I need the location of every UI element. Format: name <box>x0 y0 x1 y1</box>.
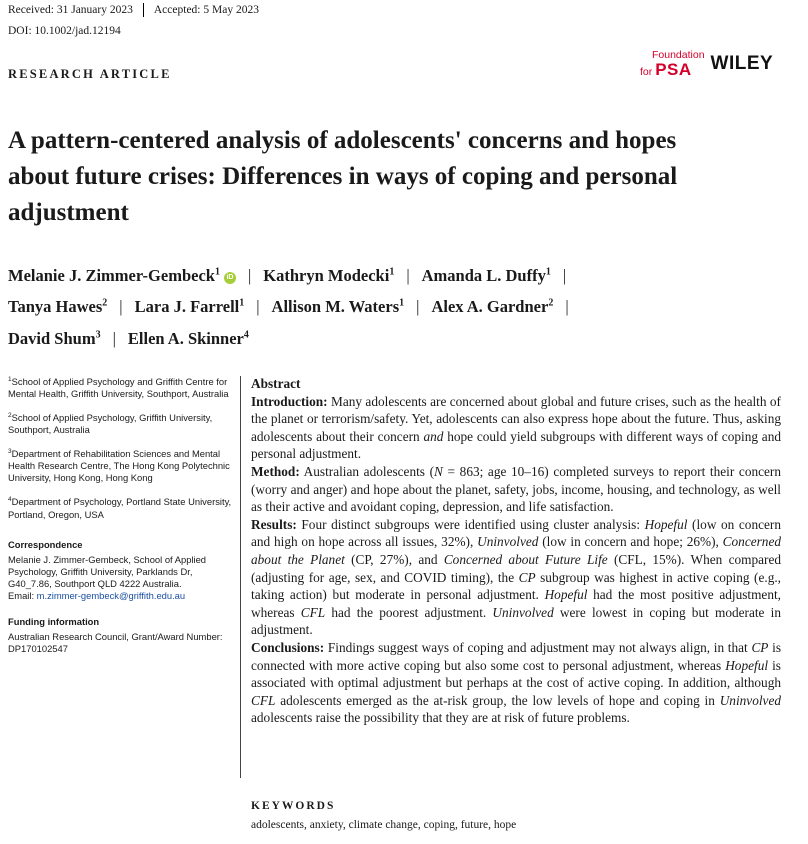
author[interactable]: Kathryn Modecki$^1$ <box>263 265 395 285</box>
accepted-date: Accepted: 5 May 2023 <box>153 4 259 16</box>
date-divider <box>143 3 144 17</box>
affiliation: $^4$Department of Psychology, Portland State University, Portland, Oregon, USA <box>8 496 232 520</box>
foundation-psa-logo: Foundation for PSA <box>640 49 705 79</box>
author[interactable]: Amanda L. Duffy$^1$ <box>421 265 551 285</box>
author[interactable]: Melanie J. Zimmer-Gembeck$^1$ iD <box>8 266 236 285</box>
orcid-icon[interactable]: iD <box>224 272 236 284</box>
correspondence-email[interactable]: m.zimmer-gembeck@griffith.edu.au <box>36 589 186 601</box>
abstract-method: Method: Australian adolescents (N = 863; age 10–16) completed surveys to report their concern (worry and anger) and hope about the planet, safety, jobs, income, housing, and technology, as well as their active and avoidant coping, depression, and life satisfaction. <box>251 463 782 515</box>
doi[interactable]: DOI: 10.1002/jad.12194 <box>8 25 121 37</box>
funding-text: Australian Research Council, Grant/Award Number: DP170102547 <box>8 630 223 654</box>
author[interactable]: David Shum$^3$ <box>8 328 101 348</box>
received-date: Received: 31 January 2023 <box>8 4 133 16</box>
keywords-list: adolescents, anxiety, climate change, coping, future, hope <box>251 819 517 831</box>
author[interactable]: Allison M. Waters$^1$ <box>271 297 405 316</box>
affiliation: $^1$School of Applied Psychology and Griffith Centre for Mental Health, Griffith University, Southport, Australia <box>8 376 229 400</box>
affiliation: $^3$Department of Rehabilitation Sciences and Mental Health Research Centre, The Hong Kong Polytechnic University, Hong Kong, Hong Kong <box>8 448 230 484</box>
abstract <box>251 375 781 727</box>
abstract-conclusions: Conclusions: Findings suggest ways of coping and adjustment may not always align, in that CP is connected with more active coping but also some cost to personal adjustment, whereas Hopeful is associated with optimal adjustment but perhaps at the cost of active coping. In addition, although CFL adolescents emerged as the at-risk group, the low levels of hope and coping in Uninvolved adolescents raise the possibility that they are at risk of future problems. <box>251 639 781 726</box>
sidebar-info <box>8 374 236 655</box>
abstract-results: Results: Four distinct subgroups were identified using cluster analysis: Hopeful (low on concern and high on hope across all issues, 32%), Uninvolved (low in concern and hope; 26%), Concerned about the Planet (CP, 27%), and Concerned about Future Life (CFL, 15%). When compared (adjusting for age, sex, and COVID timing), the CP subgroup was highest in active coping (e.g., taking action) but moderate in personal adjustment. Hopeful had the most positive adjustment, whereas CFL had the poorest adjustment. Uninvolved were lowest in coping but moderate in adjustment. <box>251 516 782 638</box>
author[interactable]: Ellen A. Skinner$^4$ <box>127 328 249 348</box>
wiley-logo: WILEY <box>710 52 774 74</box>
author[interactable]: Tanya Hawes$^2$ <box>8 297 108 316</box>
publication-dates <box>8 3 259 17</box>
affiliation: $^2$School of Applied Psychology, Griffith University, Southport, Australia <box>8 412 213 436</box>
article-type: RESEARCH ARTICLE <box>8 67 172 81</box>
correspondence-heading: Correspondence <box>8 538 83 550</box>
publisher-logos <box>640 50 773 78</box>
author[interactable]: Alex A. Gardner$^2$ <box>431 297 554 316</box>
funding-heading: Funding information <box>8 615 100 627</box>
abstract-introduction: Introduction: Many adolescents are concerned about global and future crises, such as the health of the planet or terrorism/safety. Yet, adolescents can also express hope about the future. Thus, asking adolescents about their concern and hope could yield subgroups with different ways of coping and personal adjustment. <box>251 393 781 462</box>
abstract-heading: Abstract <box>251 376 301 391</box>
author[interactable]: Lara J. Farrell$^1$ <box>134 297 245 316</box>
keywords-heading: KEYWORDS <box>251 800 336 812</box>
paper-title: A pattern-centered analysis of adolescents' concerns and hopes about future crises: Differences in ways of coping and personal adjustment <box>8 127 678 226</box>
author-list: Melanie J. Zimmer-Gembeck$^1$ iD | Kathryn Modecki$^1$ | Amanda L. Duffy$^1$ | Tanya Hawes$^2$ | Lara J. Farrell$^1$ | Allison M. Waters$^1$ | Alex A. Gardner$^2$ | David Shum$^3$ | Ellen A. Skinner$^4$ <box>8 265 569 348</box>
column-divider <box>240 376 241 778</box>
correspondence-text: Melanie J. Zimmer-Gembeck, School of Applied Psychology, Griffith University, Parklands Dr, G40_7.86, Southport QLD 4222 Australia. Email: m.zimmer-gembeck@griffith.edu.au <box>8 553 206 601</box>
